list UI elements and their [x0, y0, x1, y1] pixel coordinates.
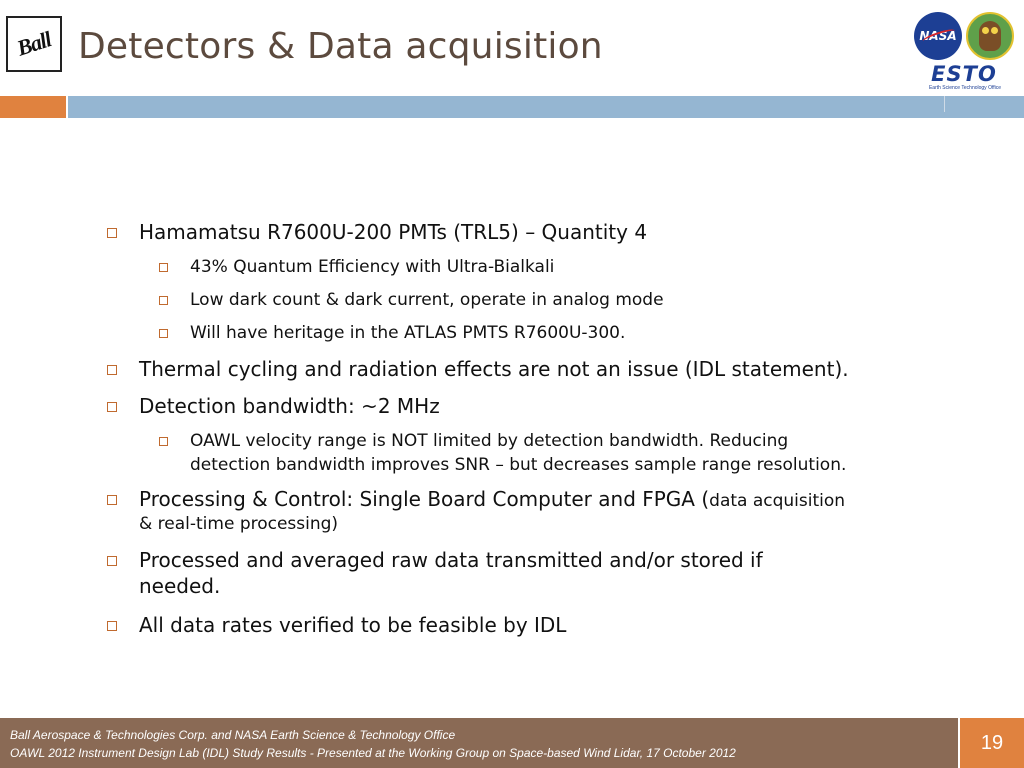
sub-bullet-item-line1: OAWL velocity range is NOT limited by detection bandwidth. Reducing [190, 431, 789, 451]
sub-bullet-item-line2: detection bandwidth improves SNR – but decreases sample range resolution. [190, 455, 847, 475]
esto-subtitle: Earth Science Technology Office [928, 85, 1002, 91]
bullet-item: Hamamatsu R7600U-200 PMTs (TRL5) – Quantity 4 [139, 220, 648, 244]
footer [0, 718, 958, 768]
bullet-marker [107, 556, 117, 566]
bullet-item: Detection bandwidth: ~2 MHz [139, 394, 440, 418]
bullet-marker [107, 365, 117, 375]
bullet-marker [159, 296, 168, 305]
bullet-item: Thermal cycling and radiation effects are not an issue (IDL statement). [139, 357, 849, 381]
page-number: 19 [960, 718, 1024, 768]
slide-title: Detectors & Data acquisition [78, 26, 603, 67]
bullet-item-main-text: Processing & Control: Single Board Computer and FPGA ( [139, 487, 710, 511]
footer-line2: OAWL 2012 Instrument Design Lab (IDL) Study Results - Presented at the Working Group on Space-based Wind Lidar, 17 October 2012 [10, 746, 736, 760]
ball-logo-text: Ball [13, 26, 54, 61]
bullet-item-small-text: data acquisition [709, 491, 846, 511]
bullet-item-line2: needed. [139, 574, 221, 598]
bullet-marker [107, 495, 117, 505]
sub-bullet-item: Low dark count & dark current, operate in analog mode [190, 290, 664, 310]
bullet-item-line1: Processed and averaged raw data transmitted and/or stored if [139, 548, 763, 572]
bullet-marker [159, 263, 168, 272]
bullet-item-line2: & real-time processing) [139, 514, 339, 534]
footer-line1: Ball Aerospace & Technologies Corp. and NASA Earth Science & Technology Office [10, 728, 456, 742]
bullet-item-line1 [139, 486, 845, 514]
bullet-marker [107, 621, 117, 631]
sub-bullet-item: Will have heritage in the ATLAS PMTS R7600U-300. [190, 323, 626, 343]
bullet-marker [159, 329, 168, 338]
nasa-logo-text: NASA [919, 29, 957, 43]
bullet-marker [107, 228, 117, 238]
bullet-item: All data rates verified to be feasible by IDL [139, 613, 567, 637]
sub-bullet-item: 43% Quantum Efficiency with Ultra-Bialkali [190, 257, 555, 277]
esto-logo-text: ESTO [931, 62, 997, 86]
bullet-marker [107, 402, 117, 412]
bullet-marker [159, 437, 168, 446]
